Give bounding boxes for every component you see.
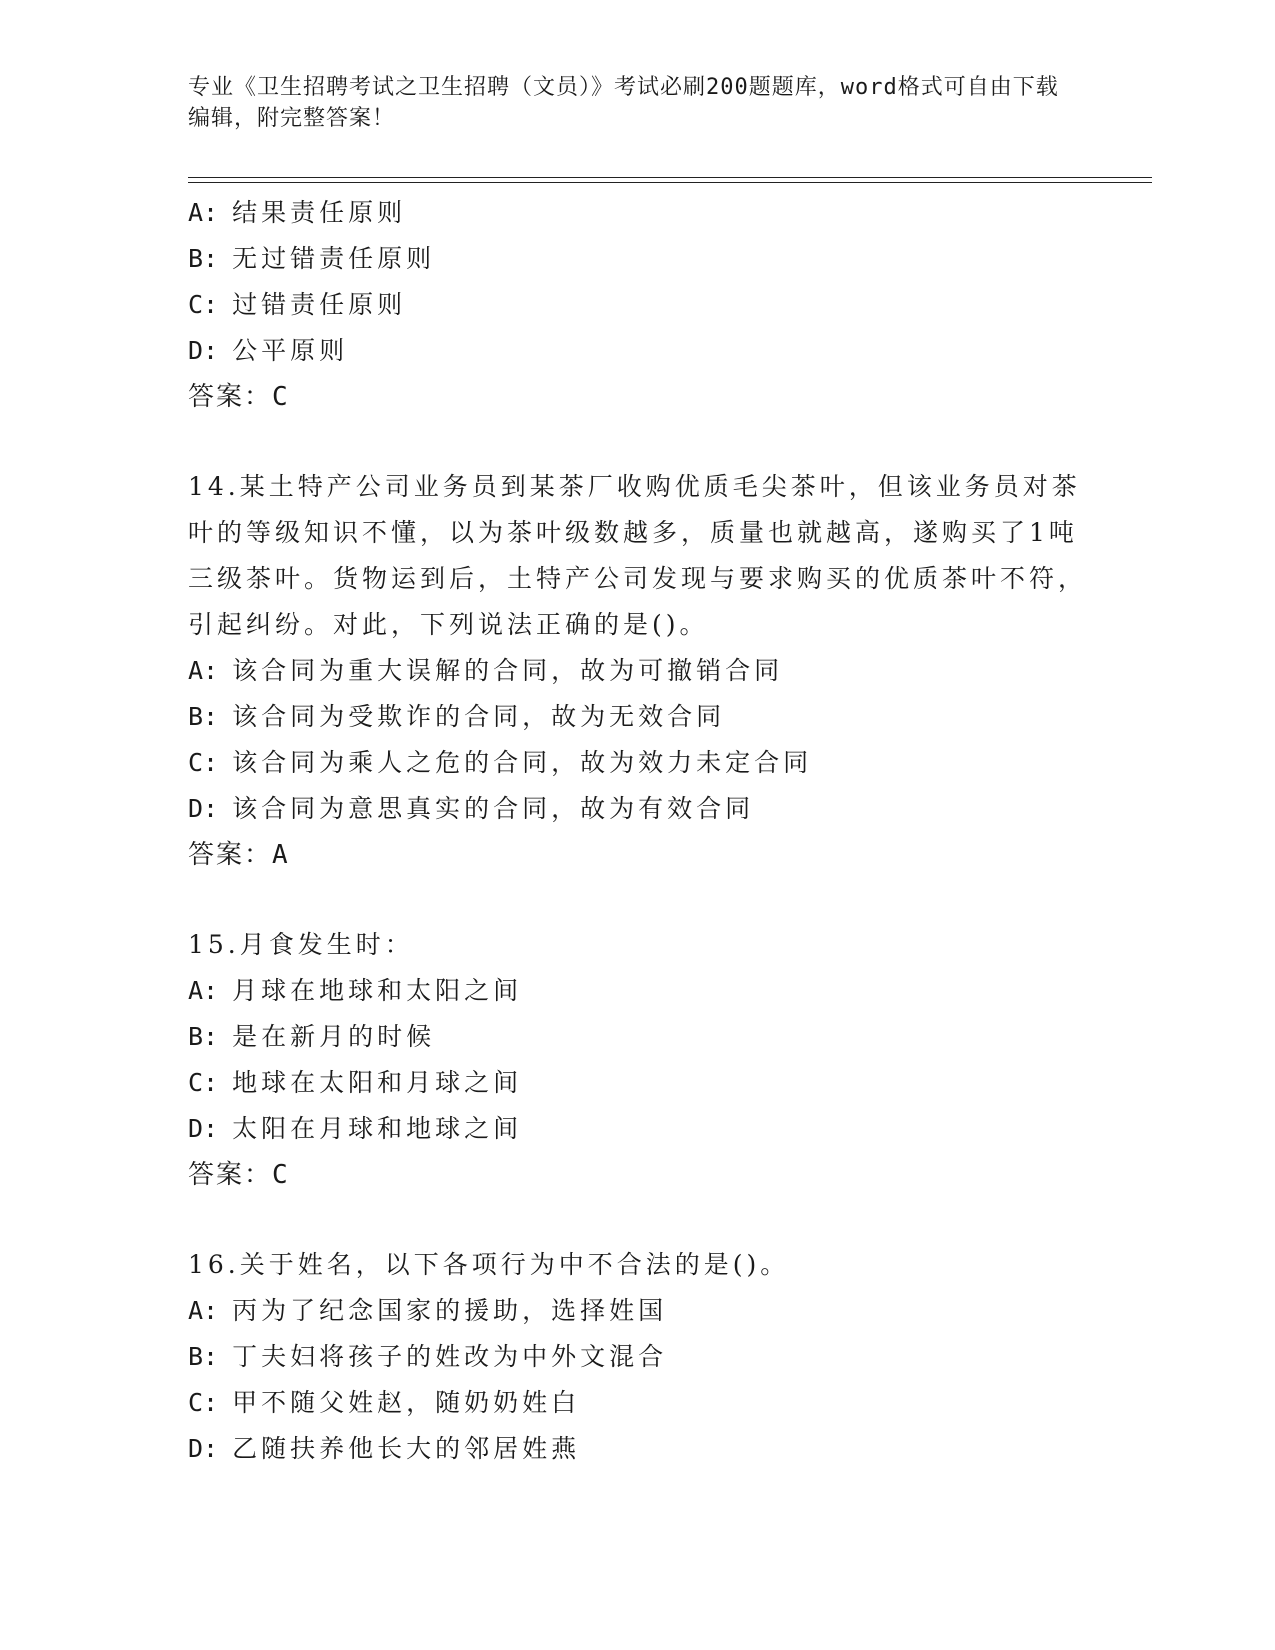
question-content: [188, 190, 1088, 1472]
option-label: D:: [188, 1434, 219, 1463]
option-d: [188, 328, 1088, 374]
option-label: A:: [188, 656, 219, 685]
option-label: C:: [188, 290, 219, 319]
document-header: 专业《卫生招聘考试之卫生招聘（文员）》考试必刷200题题库，word格式可自由下载编辑，附完整答案！: [188, 75, 1059, 131]
question-16: [188, 1242, 1088, 1472]
option-b: [188, 1014, 1088, 1060]
answer-label: 答案：: [188, 382, 273, 412]
option-text: 该合同为意思真实的合同，故为有效合同: [232, 794, 755, 823]
option-label: B:: [188, 1022, 219, 1051]
option-label: B:: [188, 1342, 219, 1371]
option-label: C:: [188, 1388, 219, 1417]
option-text: 该合同为重大误解的合同，故为可撤销合同: [232, 656, 784, 685]
option-text: 丁夫妇将孩子的姓改为中外文混合: [232, 1342, 668, 1371]
question-14: [188, 464, 1088, 878]
option-text: 结果责任原则: [232, 198, 407, 227]
option-d: [188, 1106, 1088, 1152]
option-label: A:: [188, 976, 219, 1005]
option-label: A:: [188, 1296, 219, 1325]
option-label: B:: [188, 244, 219, 273]
option-d: [188, 1426, 1088, 1472]
option-text: 乙随扶养他长大的邻居姓燕: [232, 1434, 581, 1463]
option-text: 太阳在月球和地球之间: [232, 1114, 523, 1143]
spacer: [188, 878, 1088, 922]
answer-label: 答案：: [188, 840, 273, 870]
option-text: 无过错责任原则: [232, 244, 436, 273]
option-text: 公平原则: [232, 336, 349, 365]
answer-label: 答案：: [188, 1160, 273, 1190]
question-15: [188, 922, 1088, 1198]
option-text: 是在新月的时候: [232, 1022, 436, 1051]
option-c: [188, 740, 1088, 786]
option-d: [188, 786, 1088, 832]
spacer: [188, 420, 1088, 464]
option-label: C:: [188, 1068, 219, 1097]
question-13: [188, 190, 1088, 420]
option-text: 月球在地球和太阳之间: [232, 976, 523, 1005]
answer-value: A: [272, 840, 290, 870]
option-b: [188, 1334, 1088, 1380]
option-label: A:: [188, 198, 219, 227]
option-a: [188, 190, 1088, 236]
option-text: 该合同为乘人之危的合同，故为效力未定合同: [232, 748, 813, 777]
option-label: B:: [188, 702, 219, 731]
answer-line: [188, 374, 1088, 420]
answer-line: [188, 832, 1088, 878]
option-c: [188, 282, 1088, 328]
answer-value: C: [272, 1160, 290, 1190]
option-label: D:: [188, 794, 219, 823]
option-label: C:: [188, 748, 219, 777]
answer-line: [188, 1152, 1088, 1198]
option-b: [188, 236, 1088, 282]
option-text: 丙为了纪念国家的援助，选择姓国: [232, 1296, 668, 1325]
option-text: 该合同为受欺诈的合同，故为无效合同: [232, 702, 726, 731]
question-stem: 15.月食发生时：: [188, 930, 414, 959]
option-label: D:: [188, 336, 219, 365]
answer-value: C: [272, 382, 290, 412]
option-label: D:: [188, 1114, 219, 1143]
option-c: [188, 1380, 1088, 1426]
option-a: [188, 1288, 1088, 1334]
option-a: [188, 968, 1088, 1014]
option-text: 甲不随父姓赵，随奶奶姓白: [232, 1388, 581, 1417]
option-text: 过错责任原则: [232, 290, 407, 319]
header-rule-top: [188, 177, 1152, 178]
option-c: [188, 1060, 1088, 1106]
option-text: 地球在太阳和月球之间: [232, 1068, 523, 1097]
option-a: [188, 648, 1088, 694]
question-stem: 14.某土特产公司业务员到某茶厂收购优质毛尖茶叶，但该业务员对茶叶的等级知识不懂，以为茶叶级数越多，质量也就越高，遂购买了1吨三级茶叶。货物运到后，土特产公司发现与要求购买的优质茶叶不符，引起纠纷。对此，下列说法正确的是()。: [188, 472, 1088, 639]
header-rule-bottom: [188, 182, 1152, 183]
option-b: [188, 694, 1088, 740]
spacer: [188, 1198, 1088, 1242]
question-stem: 16.关于姓名，以下各项行为中不合法的是()。: [188, 1250, 790, 1279]
